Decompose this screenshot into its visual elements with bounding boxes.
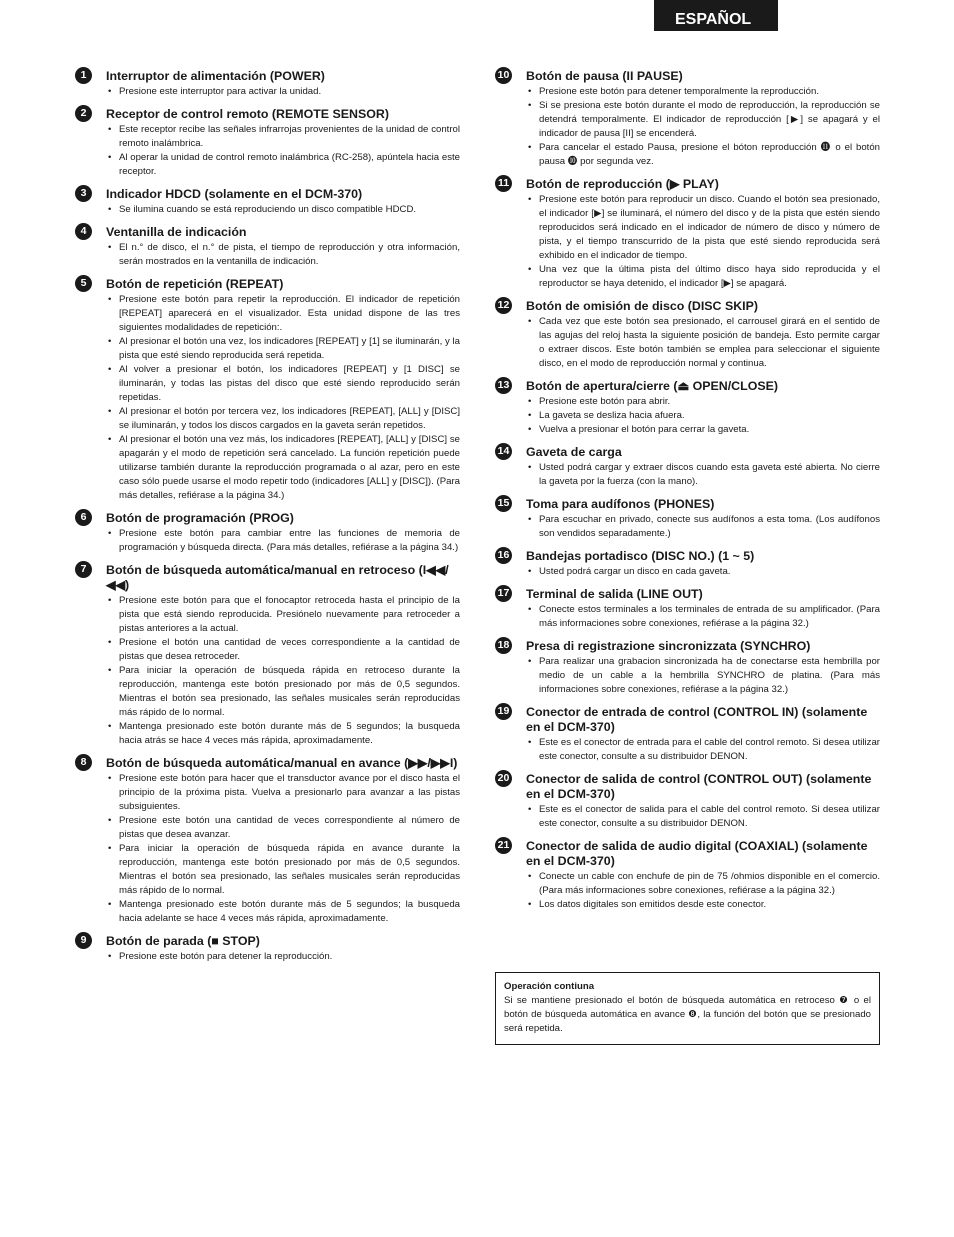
section-item — [495, 495, 880, 541]
section-heading: Botón de repetición (REPEAT) — [106, 277, 284, 291]
section-item — [495, 297, 880, 371]
section-number-badge: 15 — [495, 495, 512, 512]
bullet-item: • Para realizar una grabacion sincronizada ha de conectarse esta hembrilla por medio de un cable a la hembrilla SYNCHRO de platina. (Para más informaciones sobre conexiones, refiérase a la página 32.) — [526, 655, 880, 697]
section-item — [75, 561, 460, 748]
bullet-item: • Los datos digitales son emitidos desde este conector. — [526, 898, 880, 912]
bullet-item: • Al presionar el botón una vez, los indicadores [REPEAT] y [1] se iluminarán, y la pista que esté siendo reproducida será repetida. — [106, 335, 460, 363]
section-heading: Botón de reproducción (▶ PLAY) — [526, 177, 719, 191]
section-item — [75, 223, 460, 269]
bullet-item: • Presione este botón para reproducir un disco. Cuando el botón sea presionado, el indicador [▶] se iluminará, el número del disco y de la pista que estén siendo reproducidos será indicado en el indicador de número de disco y número de pista, y el tiempo transcurrido de la pista que esté siendo reproducida será exhibido en el indicador de tiempo. — [526, 193, 880, 263]
section-item — [75, 275, 460, 503]
bullet-item: • Una vez que la última pista del último disco haya sido reproducida y el reproductor se haya detenido, el indicador [▶] se apagará. — [526, 263, 880, 291]
section-item — [75, 509, 460, 555]
note-body: Si se mantiene presionado el botón de búsqueda automática en retroceso ❼ o el botón de búsqueda automática en avance ❽, la función del botón que se presionado será repetida. — [504, 995, 871, 1034]
bullet-item: • Presione este botón para detener la reproducción. — [106, 950, 460, 964]
bullet-list — [106, 950, 460, 964]
bullet-item: • La gaveta se desliza hacia afuera. — [526, 409, 880, 423]
section-heading: Ventanilla de indicación — [106, 225, 247, 239]
bullet-list — [526, 513, 880, 541]
bullet-item: • Presione este botón para cambiar entre las funciones de memoria de programación y búsqueda directa. (Para más detalles, refiérase a la página 34.) — [106, 527, 460, 555]
note-title: Operación contiuna — [504, 981, 595, 992]
section-number-badge: 11 — [495, 175, 512, 192]
bullet-item: • Cada vez que este botón sea presionado, el carrousel girará en el sentido de las agujas del reloj hasta la siguiente posición de bandeja. Esto permite cargar o extraer discos. Este botón también se emplea para seleccionar el siguiente disco, en el modo de reproducción normal y continua. — [526, 315, 880, 371]
bullet-item: • Al presionar el botón una vez más, los indicadores [REPEAT], [ALL] y [DISC] se apagarán y el modo de repetición será cancelado. La función repetición puede utilizarse también durante la reproducción programada o al azar, pero en este caso sólo puede usarse el modo repetir todo (indicadores [ALL] y [DISC]). (Para más detalles, refiérase a la página 34.) — [106, 433, 460, 503]
section-heading: Bandejas portadisco (DISC NO.) (1 ~ 5) — [526, 549, 755, 563]
bullet-item: • Presione este botón una cantidad de veces correspondiente al número de pistas que desea avanzar. — [106, 814, 460, 842]
section-item — [495, 175, 880, 291]
section-number-badge: 7 — [75, 561, 92, 578]
section-number-badge: 1 — [75, 67, 92, 84]
section-number-badge: 4 — [75, 223, 92, 240]
bullet-item: • Presione este interruptor para activar la unidad. — [106, 85, 460, 99]
bullet-list — [106, 772, 460, 926]
bullet-item: • Para cancelar el estado Pausa, presione el bóton reproducción ⓫ o el botón pausa ❿ por segunda vez. — [526, 141, 880, 169]
bullet-list — [106, 123, 460, 179]
section-heading: Toma para audífonos (PHONES) — [526, 497, 715, 511]
section-item — [495, 67, 880, 169]
bullet-list — [526, 870, 880, 912]
bullet-list — [526, 803, 880, 831]
bullet-item: • Presione el botón una cantidad de veces correspondiente a la cantidad de pistas que desea retroceder. — [106, 636, 460, 664]
section-item — [495, 585, 880, 631]
section-heading: Botón de búsqueda automática/manual en retroceso (I◀◀/◀◀) — [106, 563, 449, 592]
section-number-badge: 14 — [495, 443, 512, 460]
section-item — [495, 770, 880, 831]
section-number-badge: 6 — [75, 509, 92, 526]
section-heading: Interruptor de alimentación (POWER) — [106, 69, 325, 83]
bullet-item: • Al presionar el botón por tercera vez, los indicadores [REPEAT], [ALL] y [DISC] se iluminarán, y todos los discos cargados en la gaveta serán repetidos. — [106, 405, 460, 433]
bullet-item: • Presione este botón para detener temporalmente la reproducción. — [526, 85, 880, 99]
section-number-badge: 5 — [75, 275, 92, 292]
section-heading: Botón de parada (■ STOP) — [106, 934, 260, 948]
bullet-item: • Se ilumina cuando se está reproduciendo un disco compatible HDCD. — [106, 203, 460, 217]
section-heading: Botón de omisión de disco (DISC SKIP) — [526, 299, 758, 313]
bullet-item: • Para iniciar la operación de búsqueda rápida en avance durante la reproducción, mantenga este botón presionado por más de 0,5 segundos. Mientras el botón sea presionado, las señales musicales serán reproducidas más rápido de lo normal. — [106, 842, 460, 898]
section-heading: Receptor de control remoto (REMOTE SENSOR) — [106, 107, 389, 121]
section-heading: Botón de pausa (II PAUSE) — [526, 69, 683, 83]
bullet-item: • Si se presiona este botón durante el modo de reproducción, la reproducción se detendrá temporalmente. El indicador de reproducción [▶] se apagará y el indicador de pausa [II] se encenderá. — [526, 99, 880, 141]
left-column — [75, 67, 460, 970]
bullet-list — [526, 603, 880, 631]
section-number-badge: 10 — [495, 67, 512, 84]
bullet-item: • Conecte un cable con enchufe de pin de 75 /ohmios disponible en el comercio. (Para más informaciones sobre conexiones, refiérase a la página 32.) — [526, 870, 880, 898]
bullet-list — [106, 85, 460, 99]
bullet-list — [106, 241, 460, 269]
bullet-item: • Al operar la unidad de control remoto inalámbrica (RC-258), apúntela hacia este receptor. — [106, 151, 460, 179]
section-number-badge: 21 — [495, 837, 512, 854]
bullet-item: • Presione este botón para repetir la reproducción. El indicador de repetición [REPEAT] aparecerá en el visualizador. Esta unidad dispone de las tres siguientes modalidades de repetición:. — [106, 293, 460, 335]
bullet-item: • Para iniciar la operación de búsqueda rápida en retroceso durante la reproducción, mantenga este botón presionado por más de 0,5 segundos. Mientras el botón sea presionado, las señales musicales serán reproducidas más rápido de lo normal. — [106, 664, 460, 720]
bullet-item: • Este es el conector de salida para el cable del control remoto. Si desea utilizar este conector, consulte a su distribuidor DENON. — [526, 803, 880, 831]
bullet-list — [526, 655, 880, 697]
bullet-item: • El n.° de disco, el n.° de pista, el tiempo de reproducción y otra información, serán mostrados en la ventanilla de indicación. — [106, 241, 460, 269]
section-item — [75, 105, 460, 179]
section-item — [495, 837, 880, 912]
bullet-item: • Presione este botón para hacer que el transductor avance por el disco hasta el principio de la próxima pista. Vuelva a presionarlo para avanzar a las pistas subsiguientes. — [106, 772, 460, 814]
bullet-list — [106, 594, 460, 748]
section-heading: Conector de entrada de control (CONTROL IN) (solamente en el DCM-370) — [526, 705, 868, 734]
bullet-item: • Mantenga presionado este botón durante más de 5 segundos; la busqueda hacia adelante se hace 4 veces más rápida, aproximadamente. — [106, 898, 460, 926]
section-number-badge: 12 — [495, 297, 512, 314]
section-item — [495, 637, 880, 697]
bullet-item: • Para escuchar en privado, conecte sus audífonos a esta toma. (Los audífonos son vendidos separadamente.) — [526, 513, 880, 541]
bullet-list — [526, 461, 880, 489]
bullet-item: • Presione este botón para abrir. — [526, 395, 880, 409]
bullet-item: • Presione este botón para que el fonocaptor retroceda hasta el principio de la pista que está siendo reproducida. Presiónelo nuevamente para retroceder a pistas anteriores a la actual. — [106, 594, 460, 636]
bullet-item: • Vuelva a presionar el botón para cerrar la gaveta. — [526, 423, 880, 437]
section-number-badge: 16 — [495, 547, 512, 564]
section-number-badge: 9 — [75, 932, 92, 949]
bullet-list — [526, 315, 880, 371]
bullet-item: • Usted podrá cargar un disco en cada gaveta. — [526, 565, 880, 579]
section-number-badge: 13 — [495, 377, 512, 394]
section-item — [75, 932, 460, 964]
section-item — [75, 754, 460, 926]
bullet-list — [526, 85, 880, 169]
section-heading: Terminal de salida (LINE OUT) — [526, 587, 703, 601]
section-item — [495, 377, 880, 437]
section-heading: Botón de apertura/cierre (⏏ OPEN/CLOSE) — [526, 379, 778, 393]
section-item — [495, 703, 880, 764]
section-heading: Botón de búsqueda automática/manual en avance (▶▶/▶▶I) — [106, 756, 458, 770]
section-item — [75, 185, 460, 217]
bullet-item: • Usted podrá cargar y extraer discos cuando esta gaveta esté abierta. No cierre la gaveta por la fuerza (con la mano). — [526, 461, 880, 489]
bullet-list — [106, 293, 460, 503]
bullet-list — [526, 565, 880, 579]
bullet-list — [526, 395, 880, 437]
section-heading: Gaveta de carga — [526, 445, 622, 459]
section-number-badge: 8 — [75, 754, 92, 771]
bullet-item: • Este es el conector de entrada para el cable del control remoto. Si desea utilizar este conector, consulte a su distribuidor DENON. — [526, 736, 880, 764]
bullet-list — [106, 203, 460, 217]
section-number-badge: 17 — [495, 585, 512, 602]
bullet-list — [526, 736, 880, 764]
bullet-list — [106, 527, 460, 555]
bullet-item: • Este receptor recibe las señales infrarrojas provenientes de la unidad de control remoto inalámbrica. — [106, 123, 460, 151]
section-heading: Conector de salida de control (CONTROL OUT) (solamente en el DCM-370) — [526, 772, 872, 801]
section-heading: Conector de salida de audio digital (COAXIAL) (solamente en el DCM-370) — [526, 839, 868, 868]
section-number-badge: 3 — [75, 185, 92, 202]
section-number-badge: 20 — [495, 770, 512, 787]
section-item — [495, 547, 880, 579]
section-number-badge: 2 — [75, 105, 92, 122]
section-item — [495, 443, 880, 489]
section-heading: Presa di registrazione sincronizzata (SYNCHRO) — [526, 639, 811, 653]
section-number-badge: 19 — [495, 703, 512, 720]
right-column — [495, 67, 880, 918]
section-heading: Botón de programación (PROG) — [106, 511, 294, 525]
language-tab: ESPAÑOL — [654, 0, 778, 31]
continuous-operation-note — [495, 972, 880, 1045]
bullet-item: • Conecte estos terminales a los terminales de entrada de su amplificador. (Para más informaciones sobre conexiones, refiérase a la página 32.) — [526, 603, 880, 631]
section-heading: Indicador HDCD (solamente en el DCM-370) — [106, 187, 363, 201]
bullet-item: • Mantenga presionado este botón durante más de 5 segundos; la busqueda hacia atrás se hace 4 veces más rápida, aproximadamente. — [106, 720, 460, 748]
bullet-item: • Al volver a presionar el botón, los indicadores [REPEAT] y [1 DISC] se iluminarán, y todas las pistas del disco que esté siendo reproducido serán repetidas. — [106, 363, 460, 405]
section-number-badge: 18 — [495, 637, 512, 654]
bullet-list — [526, 193, 880, 291]
section-item — [75, 67, 460, 99]
